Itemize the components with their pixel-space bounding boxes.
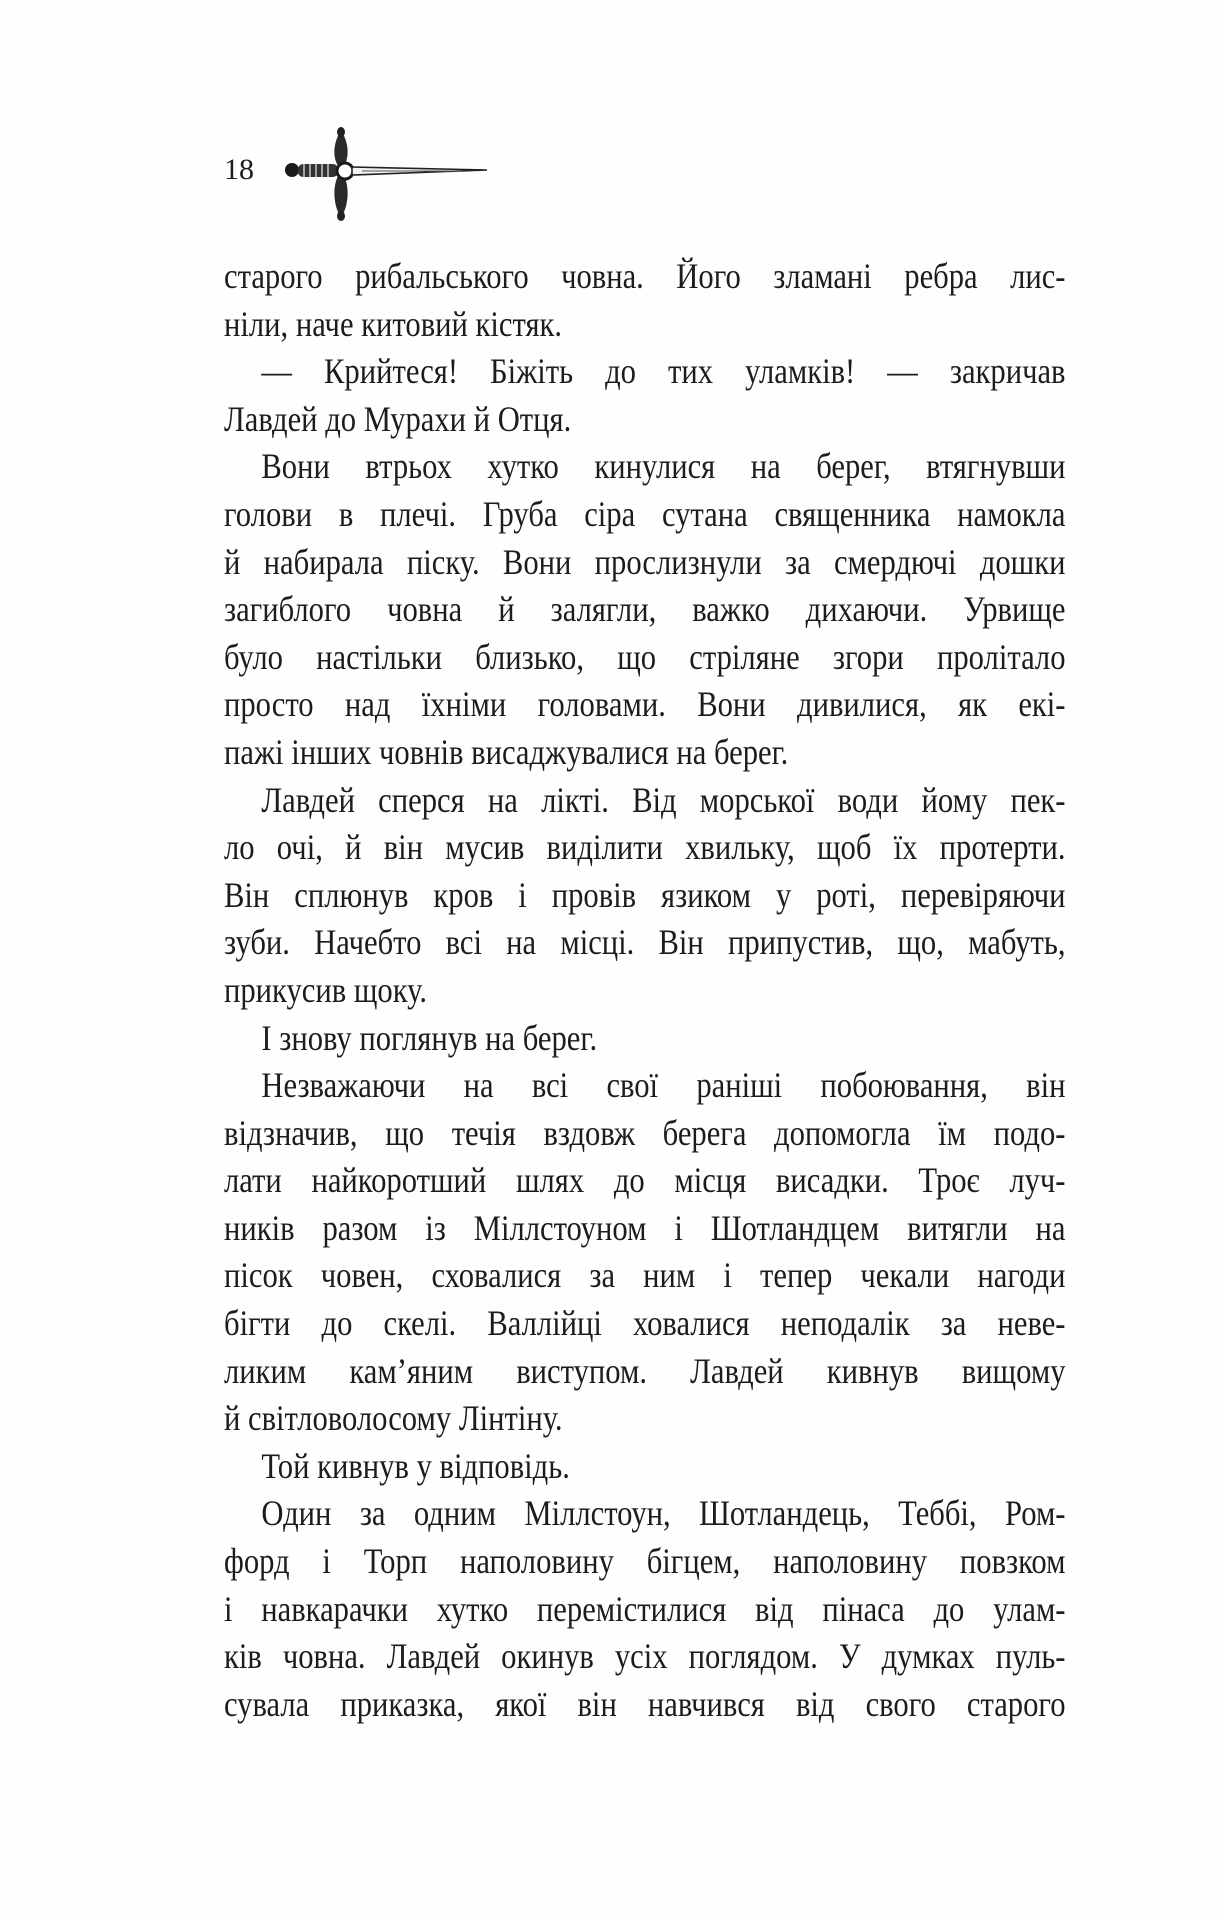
text-line: ків човна. Лавдей окинув усіх поглядом. У думках пуль- [224, 1636, 1066, 1677]
text-line: загиблого човна й залягли, важко дихаючи. Урвище [224, 589, 1066, 630]
text-line: ло очі, й він мусив виділити хвильку, щоб їх протерти. [224, 827, 1066, 868]
page-number: 18 [224, 153, 254, 186]
text-line: голови в плечі. Груба сіра сутана священника намокла [224, 493, 1066, 534]
text-line: форд і Торп наполовину бігцем, наполовину повзком [224, 1541, 1066, 1582]
text-line: Він сплюнув кров і провів язиком у роті, перевіряючи [224, 874, 1066, 915]
text-line: ликим кам’яним виступом. Лавдей кивнув вищому [224, 1350, 1066, 1391]
text-line: сувала приказка, якої він навчився від свого старого [224, 1683, 1066, 1724]
text-line: Незважаючи на всі свої раніші побоювання, він [261, 1065, 1066, 1106]
text-line: просто над їхніми головами. Вони дивилися, як екі- [224, 684, 1066, 725]
text-line: й набирала піску. Вони прослизнули за смердючі дошки [224, 541, 1066, 582]
text-line: зуби. Начебто всі на місці. Він припустив, що, мабуть, [224, 922, 1066, 963]
text-line: і навкарачки хутко перемістилися від пінаса до улам- [224, 1588, 1066, 1629]
text-line: відзначив, що течія вздовж берега допомогла їм подо- [224, 1112, 1066, 1153]
dagger-icon [282, 126, 492, 222]
text-line: Лавдей до Мурахи й Отця. [224, 398, 572, 439]
text-line: Один за одним Міллстоун, Шотландець, Теббі, Ром- [261, 1493, 1066, 1534]
body-text [224, 253, 1066, 1728]
text-line: бігти до скелі. Валлійці ховалися неподалік за неве- [224, 1303, 1066, 1344]
text-line: пісок човен, сховалися за ним і тепер чекали нагоди [224, 1255, 1066, 1296]
text-line: й світловолосому Лінтіну. [224, 1398, 563, 1439]
text-line: лати найкоротший шлях до місця висадки. Троє луч- [224, 1160, 1066, 1201]
text-line: пажі інших човнів висаджувалися на берег. [224, 731, 789, 772]
text-line: Лавдей сперся на лікті. Від морської води йому пек- [261, 779, 1066, 820]
text-line: ніли, наче китовий кістяк. [224, 303, 563, 344]
text-line: ників разом із Міллстоуном і Шотландцем витягли на [224, 1207, 1066, 1248]
text-line: було настільки близько, що стріляне згори пролітало [224, 636, 1066, 677]
text-line: — Крийтеся! Біжіть до тих уламків! — закричав [261, 351, 1066, 392]
text-line: старого рибальського човна. Його зламані ребра лис- [224, 256, 1066, 296]
text-line: прикусив щоку. [224, 969, 428, 1010]
text-line: Вони втрьох хутко кинулися на берег, втягнувши [261, 446, 1066, 487]
text-line: Той кивнув у відповідь. [261, 1445, 570, 1486]
text-line: І знову поглянув на берег. [261, 1017, 598, 1058]
